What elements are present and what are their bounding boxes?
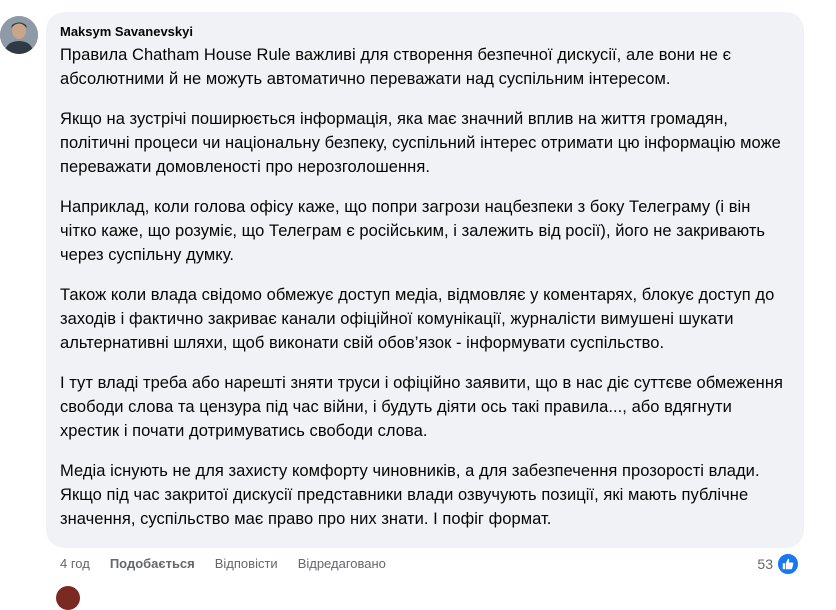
comment-paragraph: І тут владі треба або нарешті зняти труси і офіційно заявити, що в нас діє суттєве обмеження свободи слова та цензура під час війни, і будуть діяти ось такі правила..., або вдягнути хрестик і почати дотримуватись свободи слова. — [60, 374, 783, 440]
comment-actions — [60, 556, 406, 572]
reaction-summary[interactable] — [757, 552, 800, 576]
comment-paragraph: Якщо на зустрічі поширюється інформація, яка має значний вплив на життя громадян, політичні процеси чи національну безпеку, суспільний інтерес отримати цю інформацію може переважати домовленості про нерозголошення. — [60, 110, 781, 176]
comment-paragraph: Наприклад, коли голова офісу каже, що попри загрози нацбезпеки з боку Телеграму (і він чітко каже, що розуміє, що Телеграм є російським, і залежить від росії), його не закривають через суспільну думку. — [60, 198, 766, 264]
next-comment-avatar[interactable] — [56, 586, 80, 610]
edited-label: Відредаговано — [297, 556, 386, 571]
thumbs-up-icon — [776, 552, 800, 576]
reply-button[interactable]: Відповісти — [214, 556, 278, 571]
author-avatar[interactable] — [0, 16, 38, 54]
timestamp-link[interactable]: 4 год — [60, 556, 90, 571]
reaction-count: 53 — [757, 556, 773, 572]
user-avatar-icon — [0, 16, 38, 54]
like-button[interactable]: Подобається — [109, 556, 195, 571]
comment-paragraph: Медіа існують не для захисту комфорту чиновників, а для забезпечення прозорості влади. Якщо під час закритої дискусії представники влади озвучують позиції, які мають публічне значення, суспільство має право про них знати. І пофіг формат. — [60, 462, 760, 528]
comment-paragraph: Також коли влада свідомо обмежує доступ медіа, відмовляє у коментарях, блокує доступ до заходів і фактично закриває канали офіційної комунікації, журналісти вимушені шукати альтернативні шляхи, щоб виконати свій обов’язок - інформувати суспільство. — [60, 286, 775, 352]
comment-paragraph: Правила Chatham House Rule важливі для створення безпечної дискусії, але вони не є абсолютними й не можуть автоматично переважати над суспільним інтересом. — [60, 46, 732, 88]
comment-bubble — [46, 12, 804, 548]
author-name[interactable]: Maksym Savanevskyi — [60, 24, 193, 39]
